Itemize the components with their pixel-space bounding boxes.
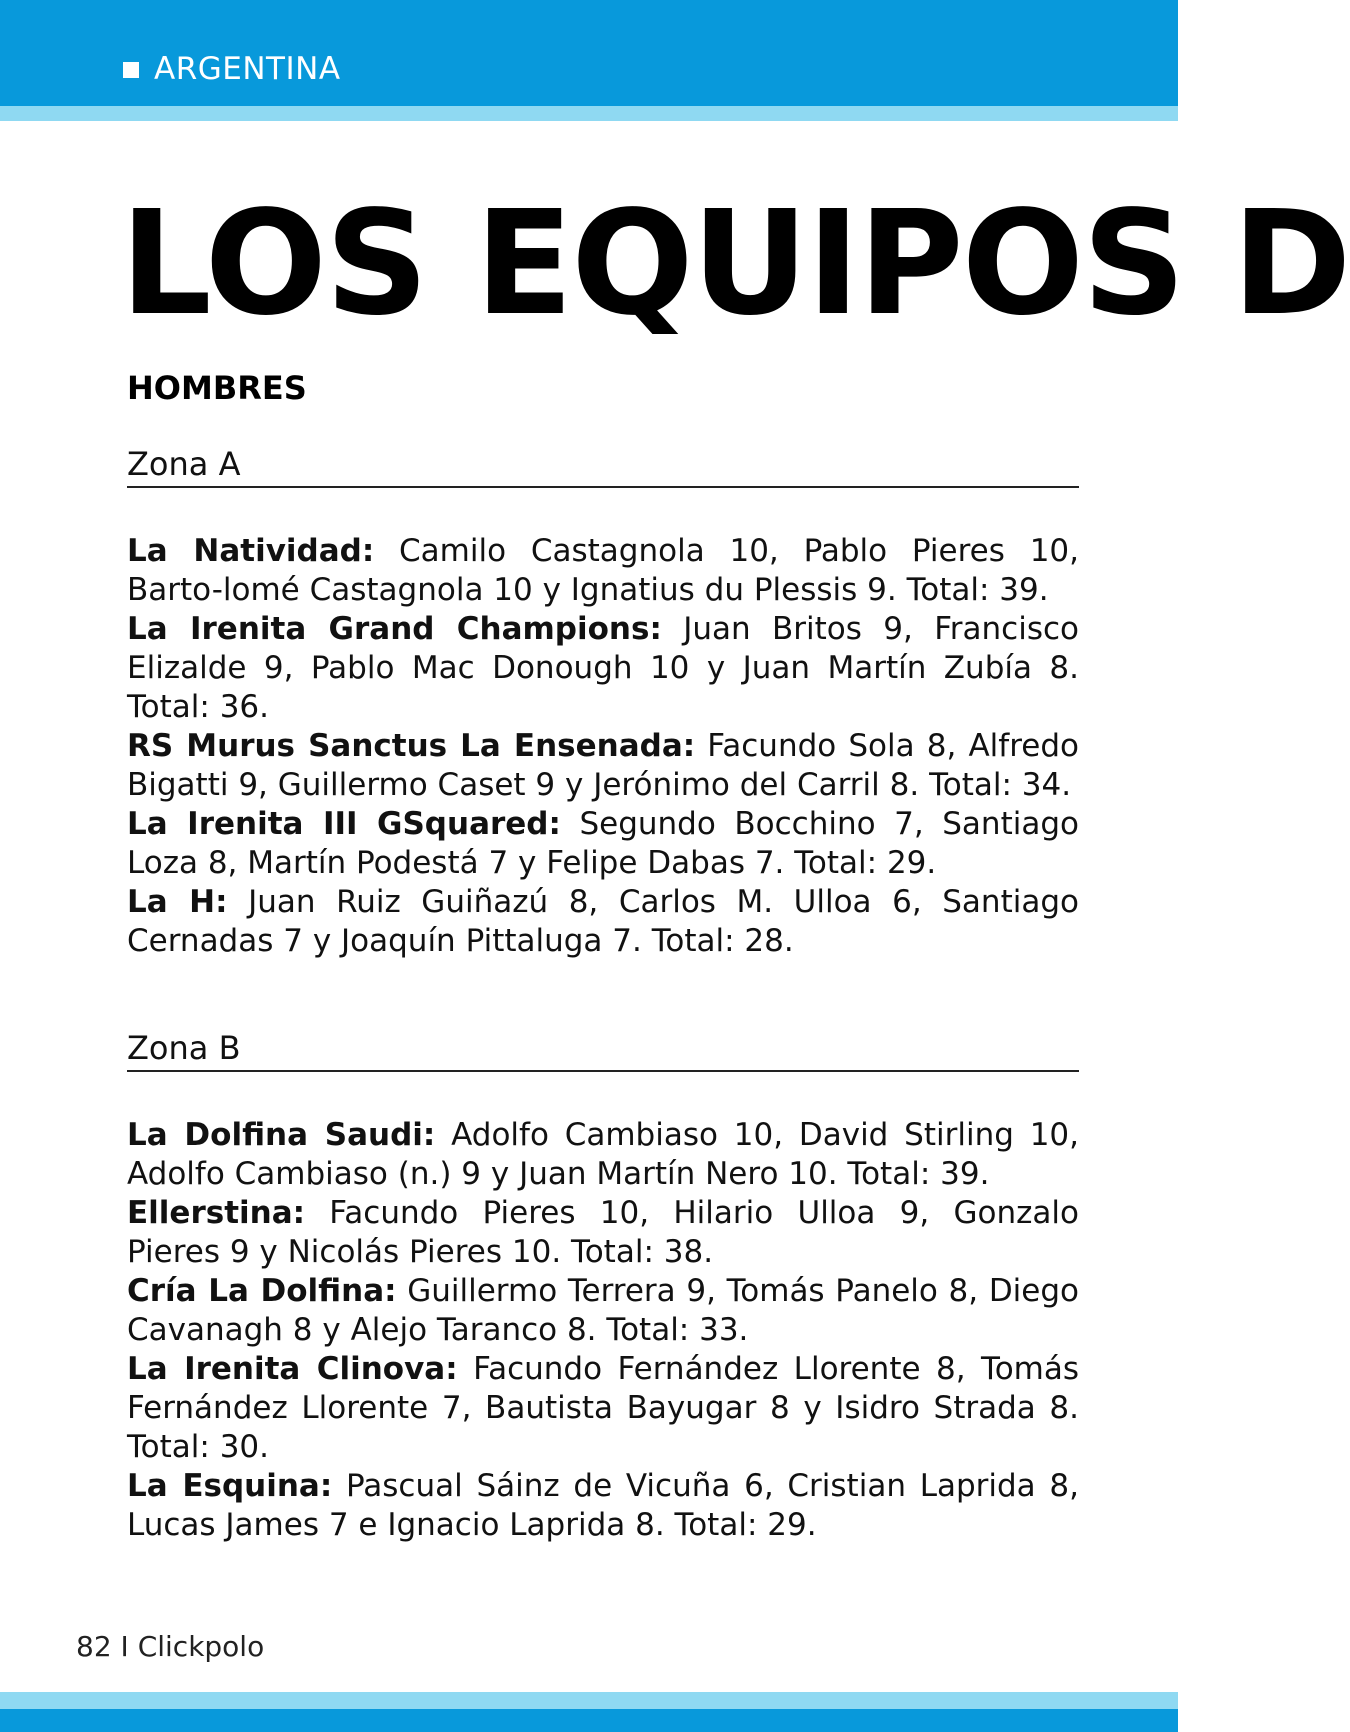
team-entry: [127, 1272, 1079, 1350]
team-total: Total: 36.: [127, 689, 269, 725]
team-total: Total: 29.: [674, 1507, 817, 1543]
zone-heading: Zona B: [127, 1028, 1079, 1072]
team-total: Total: 39.: [847, 1156, 990, 1192]
team-name: La H:: [127, 884, 228, 920]
team-entry: [127, 727, 1079, 805]
team-name: La Irenita Grand Champions:: [127, 611, 662, 647]
team-entry: [127, 1194, 1079, 1272]
team-players: Facundo Pieres 10, Hilario Ulloa 9, Gonzalo Pieres 9 y Nicolás Pieres 10.: [127, 1195, 1079, 1270]
team-total: Total: 34.: [929, 767, 1072, 803]
team-total: Total: 28.: [651, 923, 794, 959]
team-players: Adolfo Cambiaso 10, David Stirling 10, Adolfo Cambiaso (n.) 9 y Juan Martín Nero 10.: [127, 1117, 1079, 1192]
team-name: La Irenita III GSquared:: [127, 806, 561, 842]
team-total: Total: 39.: [906, 572, 1049, 608]
team-entry: [127, 805, 1079, 883]
section-square-icon: [123, 62, 139, 78]
team-name: Ellerstina:: [127, 1195, 306, 1231]
team-name: Cría La Dolfina:: [127, 1273, 397, 1309]
team-players: Juan Britos 9, Francisco Elizalde 9, Pablo Mac Donough 10 y Juan Martín Zubía 8.: [127, 611, 1079, 686]
team-entry: [127, 1116, 1079, 1194]
page-footer: 82 I Clickpolo: [76, 1630, 265, 1663]
team-total: Total: 38.: [571, 1234, 714, 1270]
team-name: La Esquina:: [127, 1468, 333, 1504]
header-stripe: [0, 106, 1178, 121]
team-players: Segundo Bocchino 7, Santiago Loza 8, Martín Podestá 7 y Felipe Dabas 7.: [127, 806, 1079, 881]
team-name: La Natividad:: [127, 533, 375, 569]
team-entry: [127, 532, 1079, 610]
team-entry: [127, 610, 1079, 727]
footer-stripe: [0, 1692, 1178, 1709]
team-total: Total: 33.: [606, 1312, 749, 1348]
zone-heading: Zona A: [127, 444, 1079, 488]
footer-bar: [0, 1709, 1178, 1732]
team-entry: [127, 883, 1079, 961]
team-name: RS Murus Sanctus La Ensenada:: [127, 728, 696, 764]
team-total: Total: 29.: [794, 845, 937, 881]
category-heading: HOMBRES: [127, 369, 307, 407]
team-entry: [127, 1467, 1079, 1545]
page-title: LOS EQUIPOS D: [120, 179, 1350, 347]
team-players: Juan Ruiz Guiñazú 8, Carlos M. Ulloa 6, Santiago Cernadas 7 y Joaquín Pittaluga 7.: [127, 884, 1079, 959]
team-players: Facundo Fernández Llorente 8, Tomás Fernández Llorente 7, Bautista Bayugar 8 y Isidro Strada 8.: [127, 1351, 1080, 1426]
team-players: Guillermo Terrera 9, Tomás Panelo 8, Diego Cavanagh 8 y Alejo Taranco 8.: [127, 1273, 1080, 1348]
team-entry: [127, 1350, 1079, 1467]
zone-b: [127, 1028, 1079, 1545]
team-players: Facundo Sola 8, Alfredo Bigatti 9, Guillermo Caset 9 y Jerónimo del Carril 8.: [127, 728, 1079, 803]
team-name: La Irenita Clinova:: [127, 1351, 458, 1387]
team-total: Total: 30.: [127, 1429, 269, 1465]
zone-a: [127, 444, 1079, 961]
team-players: Camilo Castagnola 10, Pablo Pieres 10, Barto-lomé Castagnola 10 y Ignatius du Plessis 9.: [127, 533, 1079, 608]
team-players: Pascual Sáinz de Vicuña 6, Cristian Laprida 8, Lucas James 7 e Ignacio Laprida 8.: [127, 1468, 1079, 1543]
team-name: La Dolfina Saudi:: [127, 1117, 436, 1153]
section-label: ARGENTINA: [154, 51, 341, 87]
